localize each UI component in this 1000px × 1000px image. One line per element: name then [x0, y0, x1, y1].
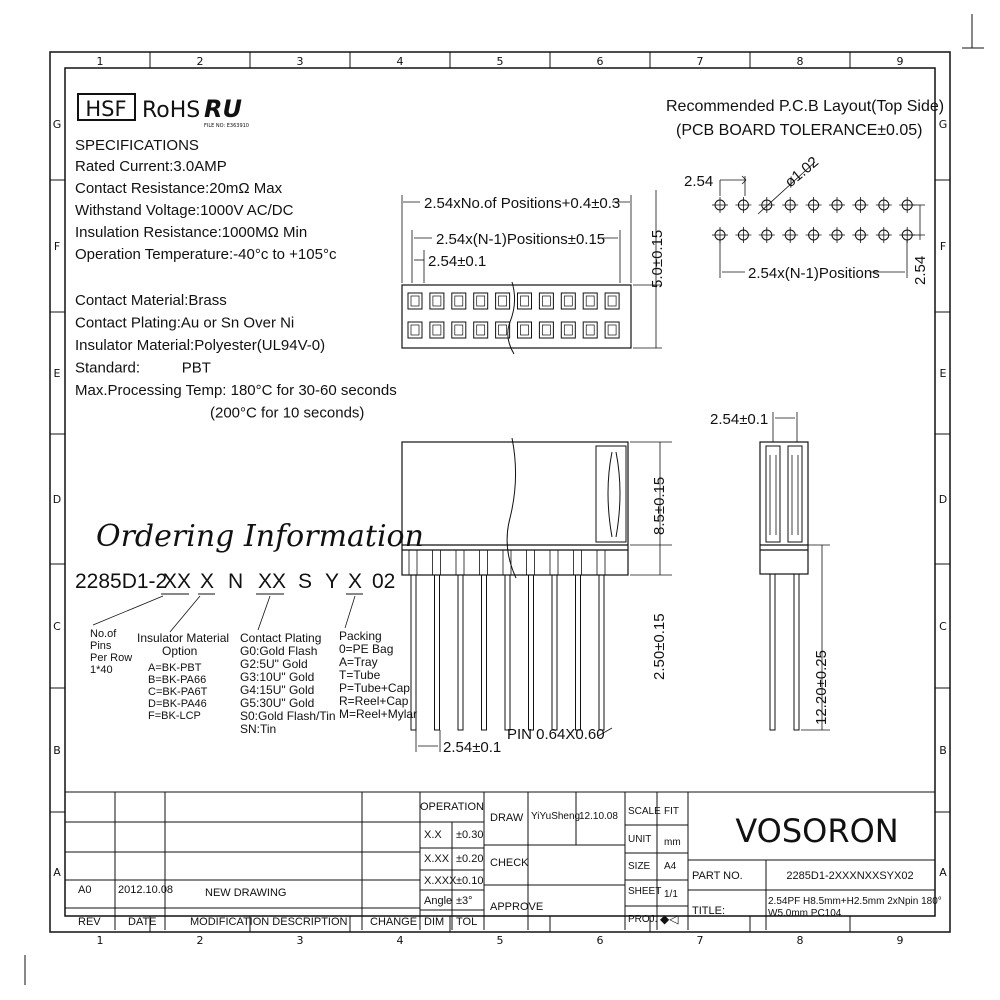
spec-line: Max.Processing Temp: 180°C for 30-60 seconds [75, 382, 397, 399]
contact-cell [539, 293, 553, 309]
contact-cell [518, 293, 532, 309]
row-marker: E [53, 367, 61, 380]
projection-symbol-icon: ◆◁ [660, 912, 679, 926]
rev-header: REV [78, 916, 101, 928]
unit-value: mm [664, 837, 681, 848]
ordering-code-part: 2285D1-2 [75, 570, 168, 593]
ordering-code [75, 570, 395, 594]
column-marker: 5 [496, 55, 504, 68]
column-marker: 7 [696, 934, 704, 947]
size-value: A4 [664, 861, 677, 872]
pcb-pitch-label: 2.54 [684, 173, 714, 190]
ul-logo [204, 95, 249, 129]
tol-value: TOL [456, 916, 478, 928]
column-marker: 5 [496, 934, 504, 947]
operation-label: OPERATION [420, 801, 484, 813]
row-marker: B [939, 744, 947, 757]
scale-label: SCALE [628, 806, 661, 817]
ordering-option: M=Reel+Mylar [339, 707, 418, 721]
pcb-hole-label: ø1.02 [781, 153, 822, 192]
ordering-option: G0:Gold Flash [240, 644, 318, 658]
ordering-option: Contact Plating [240, 631, 322, 645]
spec-line: Operation Temperature:-40°c to +105°c [75, 246, 337, 263]
contact-cell [452, 293, 466, 309]
sheet-label: SHEET [628, 886, 662, 897]
ordering-option: A=Tray [339, 655, 378, 669]
ordering-packing-options [339, 629, 417, 721]
ordering-option: S0:Gold Flash/Tin [240, 709, 336, 723]
drawer-name: YiYuSheng [531, 811, 581, 822]
ordering-pins-note [90, 628, 132, 676]
row-marker: G [52, 118, 62, 131]
ordering-code-part: XX [258, 570, 287, 593]
tol-key: X.XXX [424, 875, 457, 887]
scale-value: FIT [664, 806, 679, 817]
contact-cell [561, 293, 575, 309]
ordering-option: T=Tube [339, 668, 381, 682]
front-view-pins [409, 550, 605, 730]
tol-value: ±0.30 [456, 829, 484, 841]
pin [599, 575, 604, 730]
ordering-plating-options [240, 631, 336, 736]
rohs-logo: RoHS [142, 98, 201, 123]
ordering-option: D=BK-PA46 [148, 698, 207, 710]
ordering-option: SN:Tin [240, 722, 277, 736]
rev-value: A0 [78, 884, 92, 896]
tol-value: ±0.20 [456, 853, 484, 865]
ordering-option: 1*40 [90, 664, 113, 676]
spec-line: Contact Resistance:20mΩ Max [75, 180, 283, 197]
contact-cell [561, 322, 575, 338]
hsf-logo: HSF [85, 97, 127, 121]
ordering-option: A=BK-PBT [148, 662, 202, 674]
ordering-option: R=Reel+Cap [339, 694, 409, 708]
spec-line: Standard: PBT [75, 359, 211, 377]
pin-shoulder [527, 550, 535, 575]
ordering-code-part: N [228, 570, 244, 593]
ordering-code-part: X [200, 570, 215, 593]
pin-shoulder [433, 550, 441, 575]
pcb-span-label: 2.54x(N-1)Positions [748, 265, 880, 282]
proj-label: PROJ. [628, 914, 658, 925]
column-marker: 6 [596, 55, 604, 68]
spec-line: Contact Plating:Au or Sn Over Ni [75, 314, 295, 332]
ordering-code-part: S [298, 570, 313, 593]
pin-shoulder [597, 550, 605, 575]
row-marker: A [53, 866, 61, 879]
column-marker: 1 [96, 934, 104, 947]
pcb-tolerance: (PCB BOARD TOLERANCE±0.05) [676, 122, 923, 139]
tol-key: X.X [424, 829, 442, 841]
pin-shoulder [550, 550, 558, 575]
ordering-code-part: Y [325, 570, 340, 593]
contact-cell [452, 322, 466, 338]
check-label: CHECK [490, 857, 529, 869]
ordering-code-part: XX [163, 570, 192, 593]
front-view-dims [416, 442, 672, 752]
column-marker: 3 [296, 934, 304, 947]
modification-header: MODIFICATION DESCRIPTION [190, 916, 348, 928]
pin [529, 575, 534, 730]
pitch-label-front: 2.54±0.1 [443, 739, 502, 756]
column-marker: 9 [896, 934, 904, 947]
row-marker: D [52, 493, 62, 506]
pin [482, 575, 487, 730]
ordering-option: G2:5U" Gold [240, 657, 308, 671]
title-label: TITLE: [692, 905, 726, 917]
side-pitch-label: 2.54±0.1 [710, 411, 769, 428]
pcb-layout-title: Recommended P.C.B Layout(Top Side) [666, 98, 945, 115]
part-no-label: PART NO. [692, 870, 743, 882]
date-header: DATE [128, 916, 157, 928]
ordering-option: Packing [339, 629, 382, 643]
body-height-label: 8.5±0.15 [651, 476, 668, 535]
column-marker: 7 [696, 55, 704, 68]
ordering-insulator-options [137, 631, 229, 722]
row-marker: C [53, 620, 61, 633]
contact-cell [430, 293, 444, 309]
contact-cell [605, 293, 619, 309]
row-marker: A [939, 866, 947, 879]
top-view-contacts [408, 293, 619, 338]
ordering-option: B=BK-PA66 [148, 674, 207, 686]
spec-list-2 [75, 292, 397, 422]
column-marker: 3 [296, 55, 304, 68]
ordering-option: Option [162, 644, 198, 658]
pcb-dims [720, 162, 925, 278]
approve-label: APPROVE [490, 901, 544, 913]
contact-cell [474, 322, 488, 338]
column-marker: 4 [396, 55, 404, 68]
draw-label: DRAW [490, 812, 524, 824]
pcb-hole-pattern [712, 197, 915, 243]
pin [458, 575, 463, 730]
pin-length-label: 12.20±0.25 [813, 650, 830, 725]
pitch-label-top: 2.54±0.1 [428, 253, 487, 270]
spec-list [75, 158, 337, 263]
sheet-value: 1/1 [664, 889, 678, 900]
column-marker: 9 [896, 55, 904, 68]
ordering-option: Pins [90, 640, 112, 652]
change-header: CHANGE [370, 916, 418, 928]
ordering-option: G3:10U" Gold [240, 670, 315, 684]
contact-cell [408, 322, 422, 338]
ordering-option: Insulator Material [137, 631, 230, 645]
date-value: 2012.10.08 [118, 884, 174, 896]
modification-value: NEW DRAWING [205, 887, 287, 899]
side-view [760, 442, 808, 730]
ordering-title: Ordering Information [96, 519, 424, 554]
row-marker: C [939, 620, 947, 633]
contact-cell [518, 322, 532, 338]
ordering-option: G4:15U" Gold [240, 683, 315, 697]
pin-shoulder [574, 550, 582, 575]
spec-line: Withstand Voltage:1000V AC/DC [75, 202, 294, 219]
part-no-value: 2285D1-2XXXNXXSYX02 [786, 870, 914, 882]
column-marker: 4 [396, 934, 404, 947]
ordering-option: P=Tube+Cap [339, 681, 410, 695]
title-line-1: 2.54PF H8.5mm+H2.5mm 2xNpin 180° [768, 896, 942, 907]
row-marker: B [53, 744, 61, 757]
spec-line: Contact Material:Brass [75, 292, 227, 309]
svg-text:FILE NO: E363910: FILE NO: E363910 [204, 123, 249, 129]
span-label: 2.54x(N-1)Positions±0.15 [436, 231, 606, 248]
pin [576, 575, 581, 730]
contact-cell [583, 322, 597, 338]
column-marker: 2 [196, 55, 204, 68]
pin-shoulder [480, 550, 488, 575]
spec-line: Insulation Resistance:1000MΩ Min [75, 224, 308, 241]
column-marker: 2 [196, 934, 204, 947]
tol-key: DIM [424, 916, 445, 928]
height-label: 5.0±0.15 [649, 229, 666, 288]
contact-cell [474, 293, 488, 309]
tol-value: ±0.10 [456, 875, 484, 887]
contact-cell [430, 322, 444, 338]
column-marker: 8 [796, 934, 804, 947]
ordering-option: C=BK-PA6T [148, 686, 208, 698]
column-marker: 6 [596, 934, 604, 947]
front-view [402, 438, 628, 578]
overall-length-label: 2.54xNo.of Positions+0.4±0.3 [424, 195, 621, 212]
ordering-option: F=BK-LCP [148, 710, 201, 722]
ordering-code-part: 02 [372, 570, 396, 593]
spec-title: SPECIFICATIONS [75, 137, 199, 154]
ordering-option: G5:30U" Gold [240, 696, 315, 710]
unit-label: UNIT [628, 834, 652, 845]
contact-cell [539, 322, 553, 338]
brand-watermark: VOSORON [735, 812, 899, 850]
contact-cell [605, 322, 619, 338]
column-marker: 8 [796, 55, 804, 68]
column-marker: 1 [96, 55, 104, 68]
row-marker: G [938, 118, 948, 131]
standoff-label: 2.50±0.15 [651, 613, 668, 680]
pin-size-label: PIN 0.64X0.60 [507, 726, 605, 743]
contact-cell [408, 293, 422, 309]
pin [505, 575, 510, 730]
size-label: SIZE [628, 861, 651, 872]
ordering-leader-lines [93, 596, 355, 632]
spec-line: Insulator Material:Polyester(UL94V-0) [75, 337, 326, 354]
spec-line: Rated Current:3.0AMP [75, 158, 227, 175]
contact-cell [583, 293, 597, 309]
ordering-option: Per Row [90, 652, 133, 664]
svg-text:RU: RU [204, 95, 242, 123]
ordering-code-part: X [348, 570, 363, 593]
tol-key: Angle [424, 895, 453, 907]
title-line-2: W5.0mm PC104 [768, 908, 842, 919]
contact-cell [496, 293, 510, 309]
pin [552, 575, 557, 730]
spec-line: (200°C for 10 seconds) [210, 404, 365, 422]
row-marker: F [53, 240, 61, 253]
row-marker: D [938, 493, 948, 506]
ordering-option: No.of [90, 628, 117, 640]
draw-date: 12.10.08 [579, 811, 618, 822]
tol-key: X.XX [424, 853, 450, 865]
ordering-option: 0=PE Bag [339, 642, 394, 656]
row-marker: F [939, 240, 947, 253]
pcb-row-pitch-label: 2.54 [912, 255, 929, 285]
pin-shoulder [456, 550, 464, 575]
pin [435, 575, 440, 730]
row-marker: E [939, 367, 947, 380]
tol-value: ±3° [456, 895, 473, 907]
